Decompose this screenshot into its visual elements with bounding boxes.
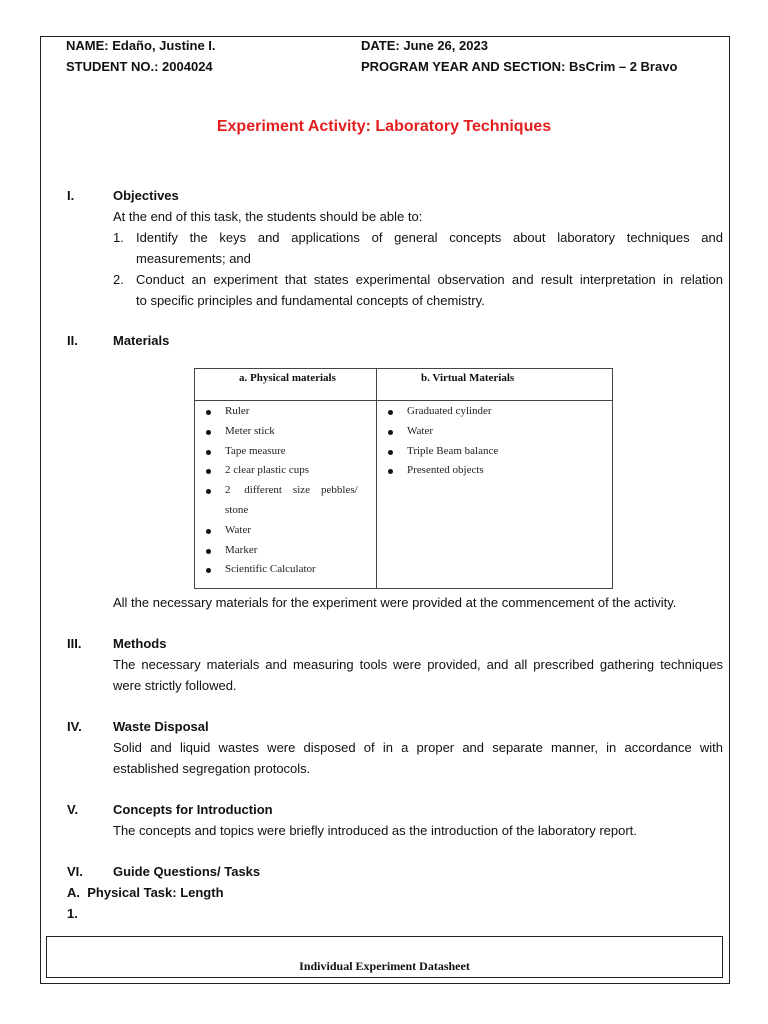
objective-number: 1. — [113, 230, 124, 245]
report-date: DATE: June 26, 2023 — [361, 38, 488, 53]
list-item: Triple Beam balance — [388, 442, 608, 462]
student-name: NAME: Edaño, Justine I. — [66, 38, 216, 53]
section-title-guide: Guide Questions/ Tasks — [113, 864, 261, 879]
virtual-materials-list — [388, 402, 608, 481]
methods-text: The necessary materials and measuring tools were provided, and all prescribed gathering techniques were strictly followed. — [113, 657, 723, 693]
materials-note: All the necessary materials for the experiment were provided at the commencement of the activity. — [113, 595, 677, 610]
section-title-methods: Methods — [113, 636, 167, 651]
bullet-icon — [388, 469, 393, 474]
footer-title: Individual Experiment Datasheet — [299, 959, 470, 973]
list-item: Graduated cylinder — [388, 402, 608, 422]
list-item: Scientific Calculator — [206, 560, 372, 580]
bullet-icon — [206, 489, 211, 494]
bullet-icon — [388, 450, 393, 455]
list-item: Tape measure — [206, 442, 372, 462]
list-item: Water — [206, 521, 372, 541]
waste-text: Solid and liquid wastes were disposed of in a proper and separate manner, in accordance with established segregation protocols. — [113, 740, 723, 776]
student-number: STUDENT NO.: 2004024 — [66, 59, 213, 74]
objective-line: Conduct an experiment that states experimental observation and result interpretation in relation — [136, 272, 723, 287]
section-number-concepts: V. — [67, 802, 79, 817]
list-item: 2 different size pebbles/ — [206, 481, 372, 501]
list-item: 2 clear plastic cups — [206, 461, 372, 481]
list-item-continuation: stone — [225, 503, 249, 516]
section-number-guide: VI. — [67, 864, 83, 879]
list-item: Water — [388, 422, 608, 442]
table-divider — [195, 400, 612, 401]
bullet-icon — [206, 410, 211, 415]
concepts-text: The concepts and topics were briefly introduced as the introduction of the laboratory report. — [113, 823, 637, 838]
objective-item — [113, 269, 723, 311]
section-title-waste: Waste Disposal — [113, 719, 209, 734]
bullet-icon — [206, 450, 211, 455]
task-a-heading: A. Physical Task: Length — [67, 885, 224, 900]
objective-item — [113, 227, 723, 269]
objective-line: to specific principles and fundamental concepts of chemistry. — [136, 293, 485, 308]
list-item: Presented objects — [388, 461, 608, 481]
bullet-icon — [206, 430, 211, 435]
bullet-icon — [206, 529, 211, 534]
materials-table — [194, 368, 613, 589]
section-number-waste: IV. — [67, 719, 82, 734]
bullet-icon — [206, 469, 211, 474]
objective-number: 2. — [113, 272, 124, 287]
bullet-icon — [206, 568, 211, 573]
page-title: Experiment Activity: Laboratory Techniques — [216, 118, 552, 135]
virtual-materials-header: b. Virtual Materials — [421, 372, 515, 384]
section-title-materials: Materials — [113, 333, 170, 348]
task-item-number: 1. — [67, 906, 78, 921]
objective-line: measurements; and — [136, 251, 251, 266]
bullet-icon — [388, 430, 393, 435]
list-item: Marker — [206, 541, 372, 561]
bullet-icon — [388, 410, 393, 415]
list-item: Ruler — [206, 402, 372, 422]
physical-materials-header: a. Physical materials — [239, 372, 336, 384]
physical-materials-list — [206, 402, 372, 580]
section-number-objectives: I. — [67, 188, 75, 203]
objectives-intro: At the end of this task, the students should be able to: — [113, 209, 423, 224]
section-title-concepts: Concepts for Introduction — [113, 802, 273, 817]
list-item: Meter stick — [206, 422, 372, 442]
program-section: PROGRAM YEAR AND SECTION: BsCrim – 2 Bravo — [361, 59, 678, 74]
section-number-materials: II. — [67, 333, 78, 348]
footer-box — [46, 936, 723, 978]
bullet-icon — [206, 549, 211, 554]
table-divider — [376, 369, 377, 588]
section-title-objectives: Objectives — [113, 188, 179, 203]
objective-line: Identify the keys and applications of general concepts about laboratory techniques and — [136, 230, 723, 245]
section-number-methods: III. — [67, 636, 82, 651]
